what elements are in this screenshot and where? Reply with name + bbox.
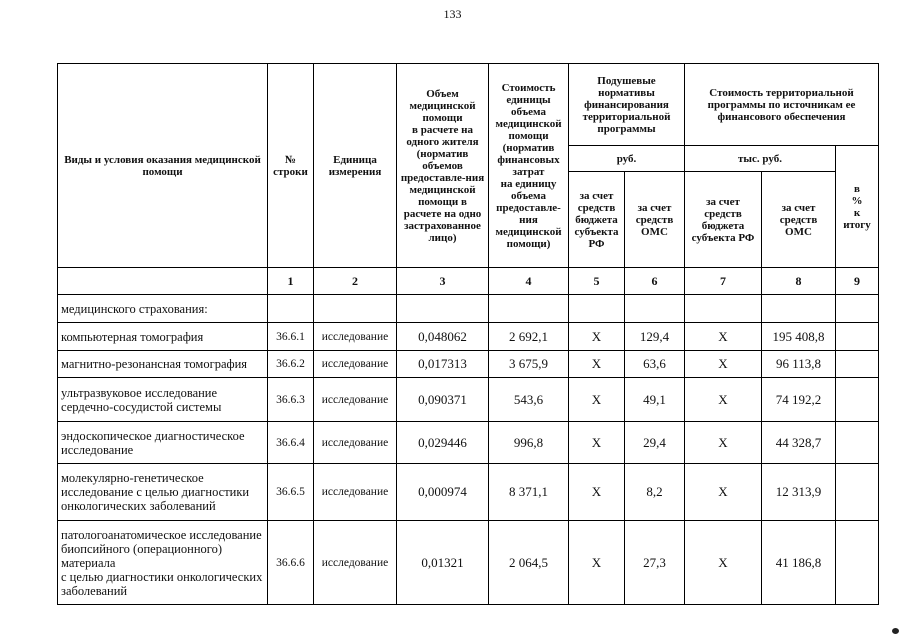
table-row bbox=[58, 378, 879, 422]
row-col8: 195 408,8 bbox=[762, 323, 836, 351]
column-number: 5 bbox=[569, 268, 625, 295]
row-col7: Х bbox=[685, 378, 762, 422]
header-unit: Единица измерения bbox=[314, 64, 397, 268]
row-col6: 8,2 bbox=[625, 464, 685, 521]
row-col8: 41 186,8 bbox=[762, 521, 836, 605]
row-col6: 63,6 bbox=[625, 351, 685, 378]
row-unit: исследование bbox=[314, 464, 397, 521]
row-col5: Х bbox=[569, 521, 625, 605]
row-col6: 29,4 bbox=[625, 422, 685, 464]
header-oms-6: за счет средств ОМС bbox=[625, 172, 685, 268]
financing-table bbox=[57, 63, 879, 605]
row-col9 bbox=[836, 521, 879, 605]
column-number: 7 bbox=[685, 268, 762, 295]
row-cost: 8 371,1 bbox=[489, 464, 569, 521]
row-col7: Х bbox=[685, 464, 762, 521]
section-row bbox=[58, 295, 879, 323]
column-number: 8 bbox=[762, 268, 836, 295]
row-col9 bbox=[836, 351, 879, 378]
row-col9 bbox=[836, 422, 879, 464]
header-unit-thousand-rub: тыс. руб. bbox=[685, 146, 836, 172]
header-unit-rub: руб. bbox=[569, 146, 685, 172]
row-volume: 0,01321 bbox=[397, 521, 489, 605]
row-col8: 44 328,7 bbox=[762, 422, 836, 464]
row-code: 36.6.1 bbox=[268, 323, 314, 351]
row-col9 bbox=[836, 464, 879, 521]
row-col7: Х bbox=[685, 422, 762, 464]
header-volume: Объем медицинской помощи в расчете на одного жителя (норматив объемов предоставле-ния медицинской помощи в расчете на одно застрахованное лицо) bbox=[397, 64, 489, 268]
row-col6: 49,1 bbox=[625, 378, 685, 422]
row-col5: Х bbox=[569, 351, 625, 378]
table-row bbox=[58, 351, 879, 378]
row-volume: 0,000974 bbox=[397, 464, 489, 521]
page-number: 133 bbox=[443, 7, 462, 21]
row-volume: 0,090371 bbox=[397, 378, 489, 422]
table-row bbox=[58, 464, 879, 521]
column-number: 3 bbox=[397, 268, 489, 295]
row-code: 36.6.5 bbox=[268, 464, 314, 521]
row-col9 bbox=[836, 378, 879, 422]
row-code: 36.6.3 bbox=[268, 378, 314, 422]
row-cost: 3 675,9 bbox=[489, 351, 569, 378]
row-volume: 0,048062 bbox=[397, 323, 489, 351]
row-col6: 27,3 bbox=[625, 521, 685, 605]
row-volume: 0,017313 bbox=[397, 351, 489, 378]
header-group-norms: Подушевые нормативы финансирования территориальной программы bbox=[569, 64, 685, 146]
row-name: эндоскопическое диагностическое исследование bbox=[58, 422, 268, 464]
row-cost: 543,6 bbox=[489, 378, 569, 422]
column-number: 4 bbox=[489, 268, 569, 295]
header-group-sources: Стоимость территориальной программы по источникам ее финансового обеспечения bbox=[685, 64, 879, 146]
row-cost: 996,8 bbox=[489, 422, 569, 464]
column-number bbox=[58, 268, 268, 295]
row-unit: исследование bbox=[314, 351, 397, 378]
header-budget-5: за счет средств бюджета субъекта РФ bbox=[569, 172, 625, 268]
row-name: патологоанатомическое исследование биопсийного (операционного) материала с целью диагностики онкологических заболеваний bbox=[58, 521, 268, 605]
table-row bbox=[58, 521, 879, 605]
row-volume: 0,029446 bbox=[397, 422, 489, 464]
row-col6: 129,4 bbox=[625, 323, 685, 351]
row-name: ультразвуковое исследование сердечно-сосудистой системы bbox=[58, 378, 268, 422]
row-col5: Х bbox=[569, 378, 625, 422]
row-name: молекулярно-генетическое исследование с целью диагностики онкологических заболеваний bbox=[58, 464, 268, 521]
column-number: 6 bbox=[625, 268, 685, 295]
header-cost: Стоимость единицы объема медицинской помощи (норматив финансовых затрат на единицу объема предоставле-ния медицинской помощи) bbox=[489, 64, 569, 268]
row-col7: Х bbox=[685, 351, 762, 378]
row-code: 36.6.2 bbox=[268, 351, 314, 378]
row-col8: 74 192,2 bbox=[762, 378, 836, 422]
row-col7: Х bbox=[685, 521, 762, 605]
row-name: компьютерная томография bbox=[58, 323, 268, 351]
column-number: 2 bbox=[314, 268, 397, 295]
row-col5: Х bbox=[569, 422, 625, 464]
row-unit: исследование bbox=[314, 521, 397, 605]
header-kind: Виды и условия оказания медицинской помощи bbox=[58, 64, 268, 268]
row-unit: исследование bbox=[314, 323, 397, 351]
row-code: 36.6.4 bbox=[268, 422, 314, 464]
row-cost: 2 692,1 bbox=[489, 323, 569, 351]
column-number: 9 bbox=[836, 268, 879, 295]
row-col5: Х bbox=[569, 323, 625, 351]
header-row-no: № строки bbox=[268, 64, 314, 268]
column-number: 1 bbox=[268, 268, 314, 295]
row-name: магнитно-резонансная томография bbox=[58, 351, 268, 378]
row-unit: исследование bbox=[314, 422, 397, 464]
row-col8: 12 313,9 bbox=[762, 464, 836, 521]
row-col5: Х bbox=[569, 464, 625, 521]
table-row bbox=[58, 323, 879, 351]
row-cost: 2 064,5 bbox=[489, 521, 569, 605]
header-budget-7: за счет средств бюджета субъекта РФ bbox=[685, 172, 762, 268]
table-row bbox=[58, 422, 879, 464]
section-label: медицинского страхования: bbox=[58, 295, 268, 323]
header-percent: в % к итогу bbox=[836, 146, 879, 268]
row-unit: исследование bbox=[314, 378, 397, 422]
header-oms-8: за счет средств ОМС bbox=[762, 172, 836, 268]
row-col9 bbox=[836, 323, 879, 351]
column-numbers-row bbox=[58, 268, 879, 295]
row-col7: Х bbox=[685, 323, 762, 351]
row-col8: 96 113,8 bbox=[762, 351, 836, 378]
scan-speck bbox=[892, 628, 899, 634]
row-code: 36.6.6 bbox=[268, 521, 314, 605]
